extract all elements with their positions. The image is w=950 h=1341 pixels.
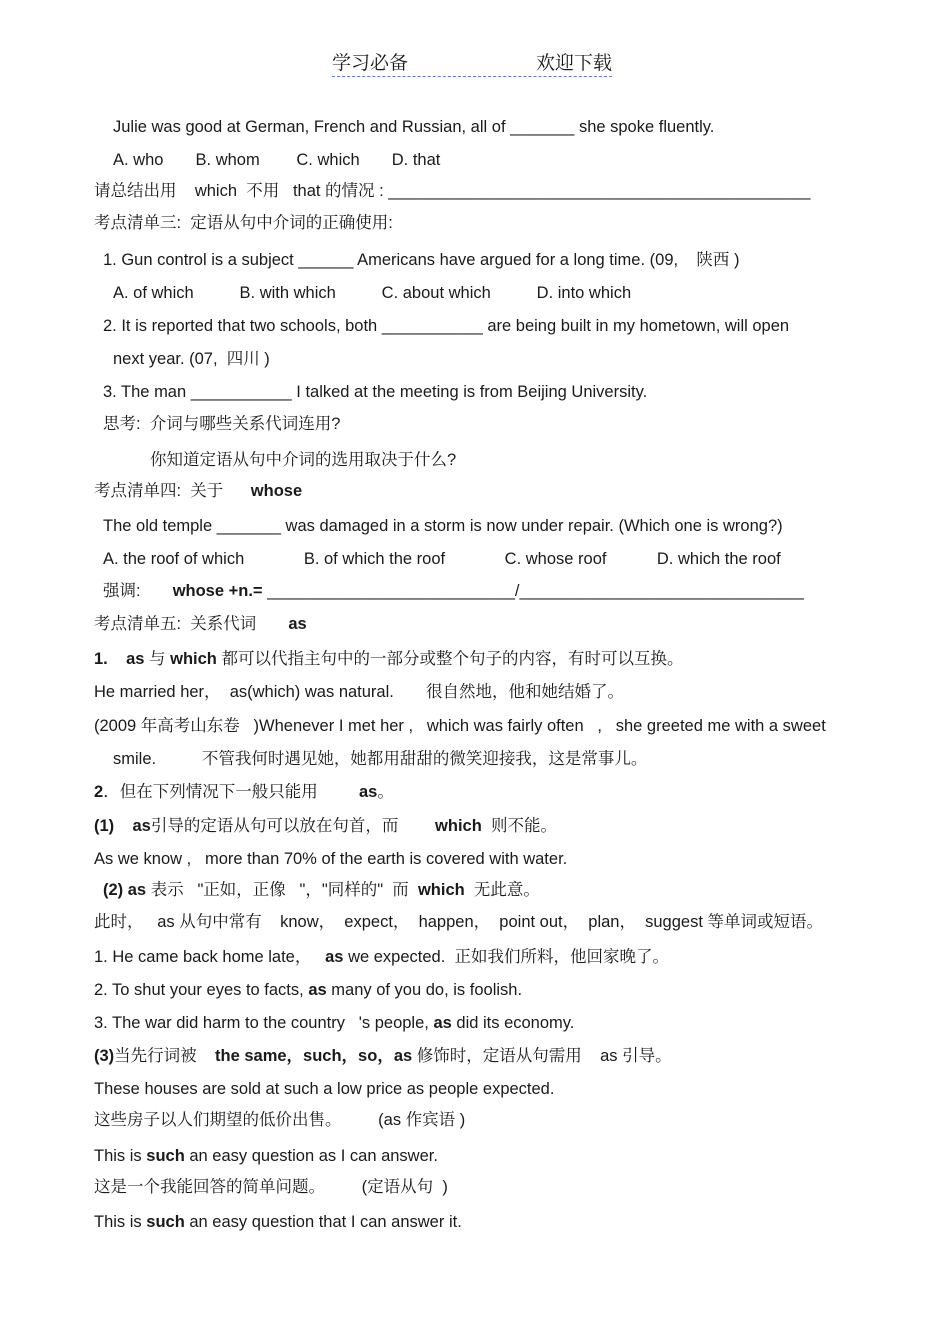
page-header bbox=[332, 48, 612, 77]
question-julie: Julie was good at German, French and Russian, all of _______ she spoke fluently. bbox=[113, 118, 715, 136]
section-5-title: 考点清单五: 关系代词 as bbox=[94, 615, 307, 633]
example-houses-cn: 这些房子以人们期望的低价出售。 (as 作宾语 ) bbox=[94, 1111, 466, 1129]
example-war: 3. The war did harm to the country 's people, as did its economy. bbox=[94, 1014, 575, 1032]
emphasis-whose: 强调: whose +n.= ___________________________/_______________________________ bbox=[103, 582, 804, 600]
header-right: 欢迎下载 bbox=[535, 52, 612, 74]
rule-2: 2．但在下列情况下一般只能用 as。 bbox=[94, 783, 394, 801]
summary-which: 请总结出用 which 不用 that 的情况 : ______________________________________________ bbox=[94, 182, 811, 200]
question-old-temple: The old temple _______ was damaged in a storm is now under repair. (Which one is wrong?) bbox=[103, 517, 783, 535]
section-4-title: 考点清单四: 关于 whose bbox=[94, 482, 303, 500]
think-1: 思考: 介词与哪些关系代词连用? bbox=[103, 415, 341, 433]
options-julie: A. who B. whom C. which D. that bbox=[113, 151, 441, 169]
example-such-as: This is such an easy question as I can answer. bbox=[94, 1147, 438, 1165]
rule-2-2-words: 此时， as 从句中常有 know， expect， happen， point out， plan， suggest 等单词或短语。 bbox=[94, 913, 824, 931]
example-whenever-cont: smile. 不管我何时遇见她，她都用甜甜的微笑迎接我，这是常事儿。 bbox=[113, 750, 648, 768]
example-married: He married her， as(which) was natural. 很自然地，他和她结婚了。 bbox=[94, 683, 624, 701]
example-such-that: This is such an easy question that I can answer it. bbox=[94, 1213, 462, 1231]
options-old-temple: A. the roof of which B. of which the roof C. whose roof D. which the roof bbox=[103, 550, 781, 568]
example-shut-eyes: 2. To shut your eyes to facts, as many of you do, is foolish. bbox=[94, 981, 523, 999]
section-3-title: 考点清单三: 定语从句中介词的正确使用: bbox=[94, 214, 393, 232]
question-two-schools-cont: next year. (07, 四川 ) bbox=[113, 350, 270, 368]
question-two-schools: 2. It is reported that two schools, both ___________ are being built in my hometown, will open bbox=[103, 317, 790, 335]
rule-2-3: (3)当先行词被 the same，such，so，as 修饰时，定语从句需用 as 引导。 bbox=[94, 1047, 672, 1065]
question-gun-control: 1. Gun control is a subject ______ Americans have argued for a long time. (09, 陕西 ) bbox=[103, 251, 740, 269]
options-gun-control: A. of which B. with which C. about which D. into which bbox=[113, 284, 632, 302]
example-whenever: (2009 年高考山东卷 )Whenever I met her , which was fairly often , she greeted me with a sweet bbox=[94, 717, 826, 735]
example-houses: These houses are sold at such a low price as people expected. bbox=[94, 1080, 555, 1098]
rule-1: 1. as 与 which 都可以代指主句中的一部分或整个句子的内容，有时可以互换。 bbox=[94, 650, 684, 668]
example-came-back: 1. He came back home late， as we expected. 正如我们所料，他回家晚了。 bbox=[94, 948, 669, 966]
rule-2-2: (2) as 表示 "正如，正像 "，"同样的" 而 which 无此意。 bbox=[103, 881, 540, 899]
example-such-as-cn: 这是一个我能回答的简单问题。 (定语从句 ) bbox=[94, 1178, 448, 1196]
think-2: 你知道定语从句中介词的选用取决于什么? bbox=[150, 451, 457, 469]
question-the-man: 3. The man ___________ I talked at the meeting is from Beijing University. bbox=[103, 383, 648, 401]
header-left: 学习必备 bbox=[332, 52, 409, 74]
example-as-we-know: As we know , more than 70% of the earth is covered with water. bbox=[94, 850, 568, 868]
rule-2-1: (1) as引导的定语从句可以放在句首，而 which 则不能。 bbox=[94, 817, 557, 835]
